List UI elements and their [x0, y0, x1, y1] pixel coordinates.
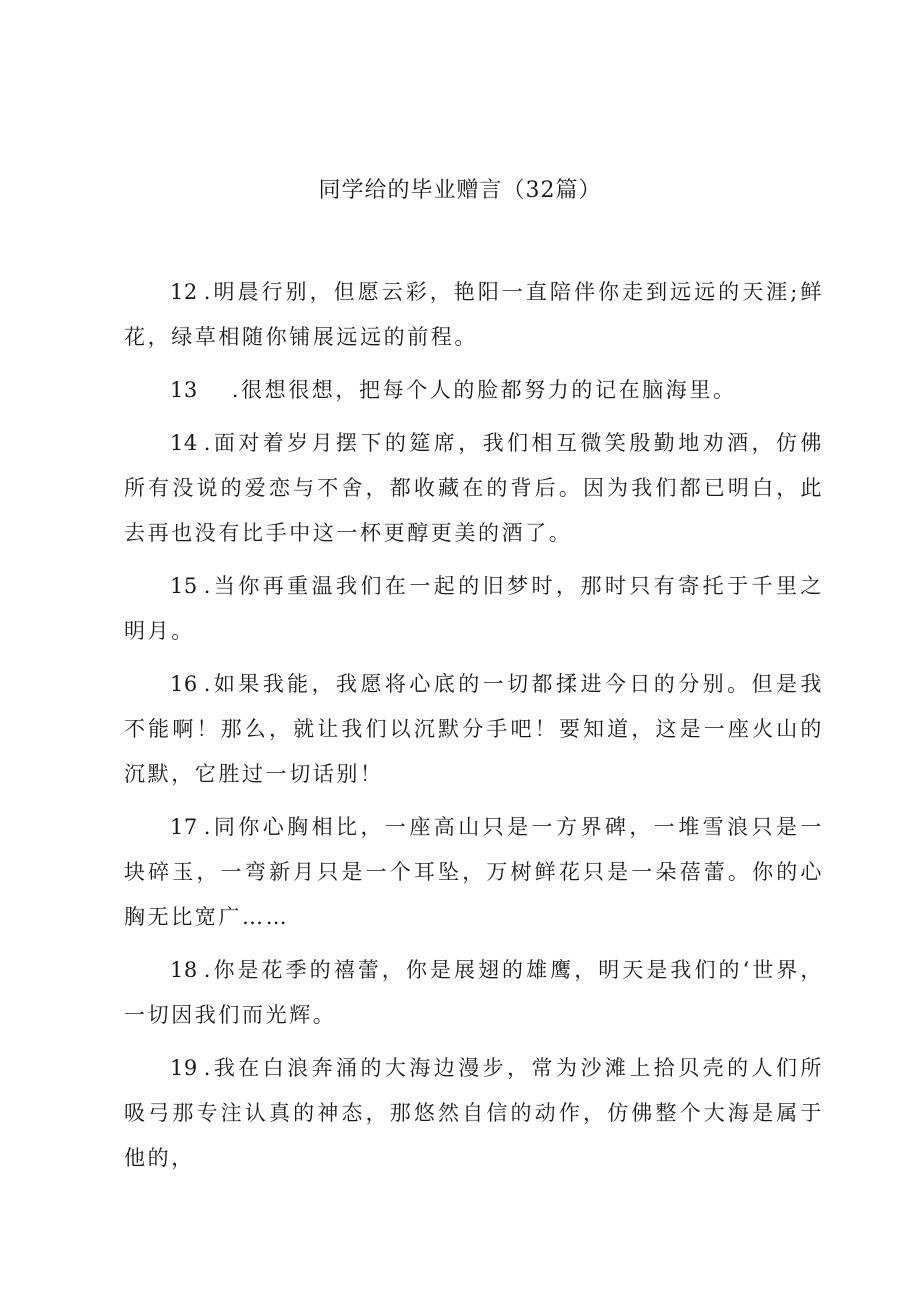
paragraph-text: .面对着岁月摆下的筵席，我们相互微笑殷勤地劝酒，仿佛所有没说的爱恋与不舍，都收藏在的背后。因为我们都已明白，此去再也没有比手中这一杯更醇更美的酒了。	[124, 431, 824, 545]
paragraph-text: .当你再重温我们在一起的旧梦时，那时只有寄托于千里之明月。	[124, 574, 824, 643]
paragraph-number: 12	[170, 280, 198, 304]
document-body	[124, 270, 824, 1189]
paragraph-number: 14	[170, 431, 198, 455]
paragraph-13	[124, 368, 824, 413]
paragraph-text: .很想很想，把每个人的脸都努力的记在脑海里。	[231, 378, 737, 402]
paragraph-number: 19	[170, 1056, 198, 1080]
paragraph-number: 13	[170, 378, 198, 402]
paragraph-17	[124, 805, 824, 940]
paragraph-text: .我在白浪奔涌的大海边漫步，常为沙滩上拾贝壳的人们所吸弓那专注认真的神态，那悠然自信的动作，仿佛整个大海是属于他的，	[124, 1056, 824, 1170]
paragraph-number: 15	[170, 574, 198, 598]
paragraph-14	[124, 421, 824, 556]
paragraph-number: 16	[170, 672, 198, 696]
paragraph-16	[124, 662, 824, 797]
paragraph-number: 17	[170, 815, 198, 839]
paragraph-text: .同你心胸相比，一座高山只是一方界碑，一堆雪浪只是一块碎玉，一弯新月只是一个耳坠，万树鲜花只是一朵蓓蕾。你的心胸无比宽广……	[124, 815, 824, 929]
paragraph-18	[124, 948, 824, 1038]
paragraph-15	[124, 564, 824, 654]
paragraph-12	[124, 270, 824, 360]
paragraph-text: .明晨行别，但愿云彩，艳阳一直陪伴你走到远远的天涯;鲜花，绿草相随你铺展远远的前程。	[124, 280, 824, 349]
paragraph-number: 18	[170, 958, 198, 982]
paragraph-text: .如果我能，我愿将心底的一切都揉进今日的分别。但是我不能啊！那么，就让我们以沉默分手吧！要知道，这是一座火山的沉默，它胜过一切话别！	[124, 672, 824, 786]
paragraph-text: .你是花季的禧蕾，你是展翅的雄鹰，明天是我们的‘世界，一切因我们而光辉。	[124, 958, 824, 1027]
paragraph-19	[124, 1046, 824, 1181]
page-title: 同学给的毕业赠言（32篇）	[318, 178, 602, 203]
